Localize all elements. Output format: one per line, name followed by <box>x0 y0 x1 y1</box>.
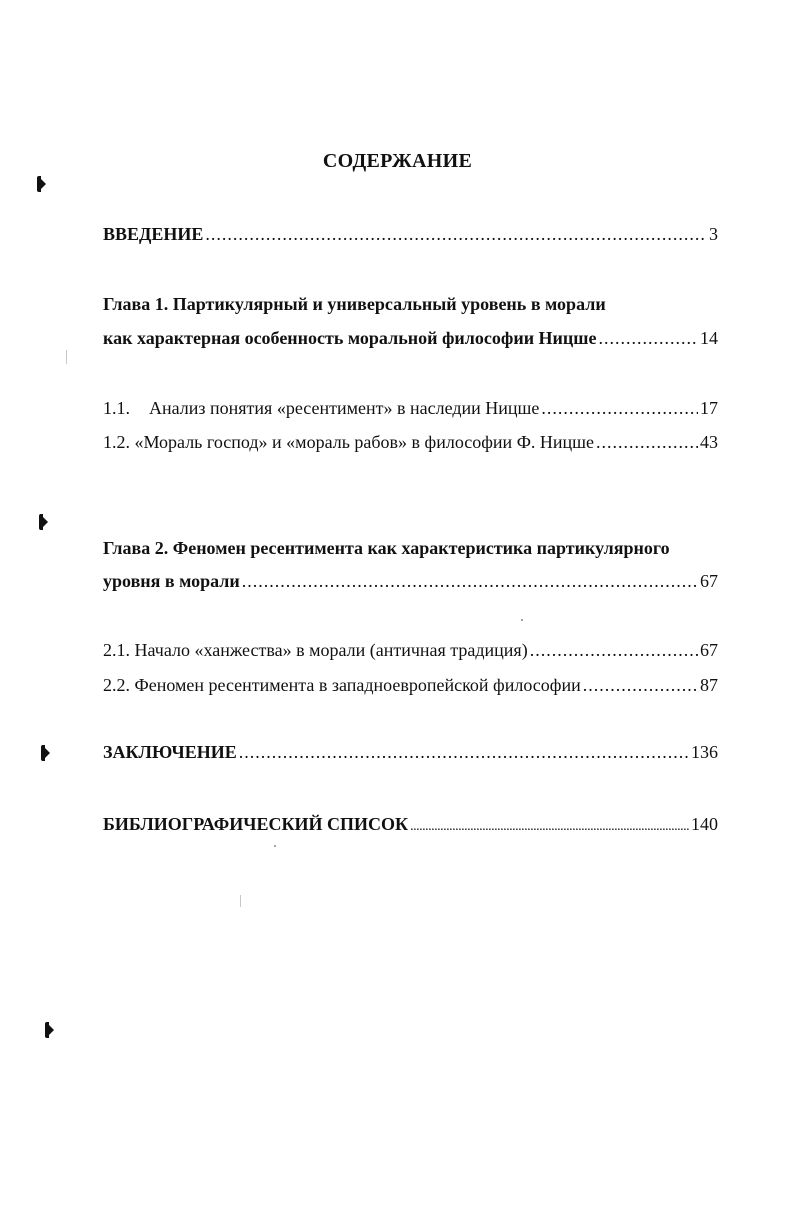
dot-leader <box>530 638 698 662</box>
scan-speck <box>274 845 276 847</box>
toc-page-number: 3 <box>709 224 718 244</box>
toc-entry-introduction[interactable] <box>103 222 718 246</box>
toc-entry-conclusion[interactable] <box>103 740 718 764</box>
dot-leader <box>541 396 698 420</box>
dot-leader <box>410 815 689 839</box>
toc-entry-section-2-2[interactable] <box>103 673 718 697</box>
dot-leader <box>205 222 707 246</box>
toc-entry-label <box>103 673 581 697</box>
toc-page-number: 67 <box>700 640 718 660</box>
section-number: 1.1. <box>103 398 130 418</box>
toc-entry-label: БИБЛИОГРАФИЧЕСКИЙ СПИСОК <box>103 814 409 834</box>
toc-page-number: 140 <box>691 814 718 834</box>
toc-page-number: 87 <box>700 675 718 695</box>
toc-entry-bibliography[interactable] <box>103 812 718 839</box>
section-number: 2.2. <box>103 675 130 695</box>
toc-chapter2-title-line1[interactable]: Глава 2. Феномен ресентимента как характеристика партикулярного <box>103 538 670 558</box>
toc-entry-label <box>103 638 528 662</box>
page-title: СОДЕРЖАНИЕ <box>322 150 473 172</box>
toc-entry-section-1-2[interactable] <box>103 430 718 454</box>
toc-page-number: 17 <box>700 398 718 418</box>
toc-entry-chapter2[interactable] <box>103 569 718 593</box>
scan-line <box>66 350 67 364</box>
dot-leader <box>239 740 689 764</box>
toc-page-number: 67 <box>700 571 718 591</box>
margin-marker-icon <box>46 1022 54 1038</box>
section-number: 2.1. <box>103 640 130 660</box>
toc-entry-chapter1[interactable] <box>103 326 718 350</box>
margin-marker-icon <box>40 514 48 530</box>
toc-entry-label <box>103 430 594 454</box>
margin-marker-icon <box>38 176 46 192</box>
toc-entry-label: ЗАКЛЮЧЕНИЕ <box>103 742 237 762</box>
section-title: Феномен ресентимента в западноевропейской философии <box>134 675 581 695</box>
dot-leader <box>596 430 698 454</box>
toc-entry-label: уровня в морали <box>103 571 240 591</box>
toc-page-number: 136 <box>691 742 718 762</box>
toc-entry-label <box>103 396 539 420</box>
dot-leader <box>599 326 699 350</box>
section-number: 1.2. <box>103 432 130 452</box>
toc-entry-section-2-1[interactable] <box>103 638 718 662</box>
toc-chapter1-title-line1[interactable]: Глава 1. Партикулярный и универсальный уровень в морали <box>103 294 606 314</box>
section-title: Анализ понятия «ресентимент» в наследии Ницше <box>149 398 540 418</box>
toc-page-number: 43 <box>700 432 718 452</box>
dot-leader <box>242 569 698 593</box>
section-title: Начало «ханжества» в морали (античная традиция) <box>134 640 528 660</box>
margin-marker-icon <box>42 745 50 761</box>
scan-line <box>240 895 241 907</box>
section-title: «Мораль господ» и «мораль рабов» в философии Ф. Ницше <box>134 432 595 452</box>
toc-entry-section-1-1[interactable] <box>103 396 718 420</box>
toc-page-number: 14 <box>700 328 718 348</box>
toc-entry-label: как характерная особенность моральной философии Ницше <box>103 328 597 348</box>
toc-entry-label: ВВЕДЕНИЕ <box>103 224 204 244</box>
scan-speck <box>521 619 523 621</box>
dot-leader <box>583 673 698 697</box>
